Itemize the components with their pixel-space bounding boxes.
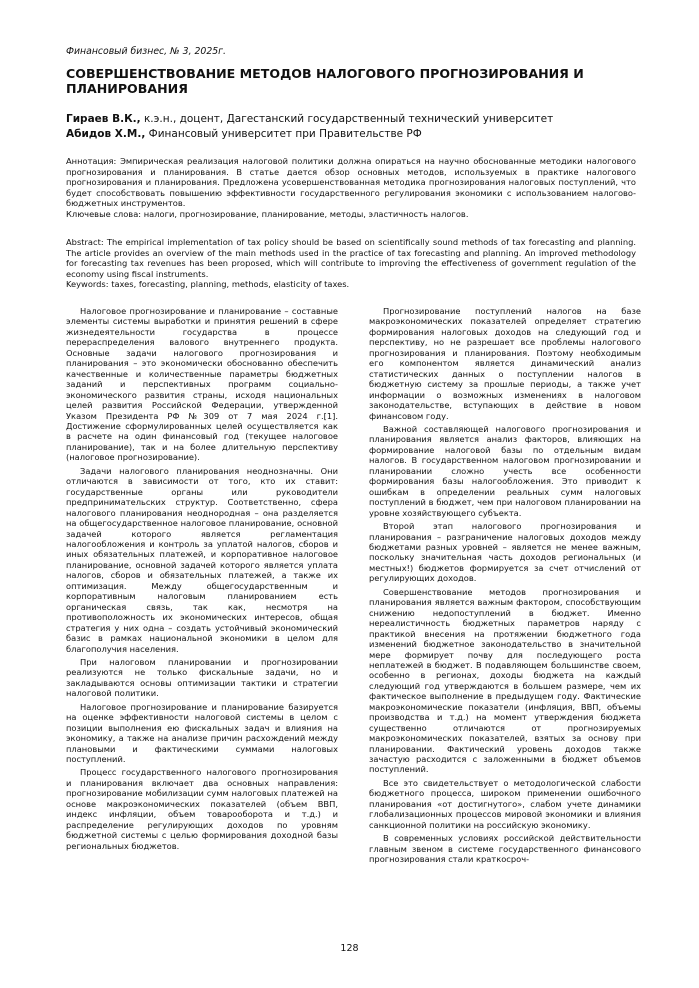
- author-name: Гираев В.К.,: [66, 113, 141, 125]
- paragraph: Налоговое прогнозирование и планирование базируется на оценке эффективности налоговой системы в целом с позиции выполнения ею фискальных задач и влияния на экономику, а также на анализе причин расхождений между плановыми и фактическими суммами налоговых поступлений.: [66, 701, 338, 765]
- author-line: [66, 112, 636, 127]
- abstract-en: Abstract: The empirical implementation of tax policy should be based on scientifically sound methods of tax forecasting and planning. The article provides an overview of the main methods used in the practice of tax forecasting and planning. An improved methodology for forecasting tax revenues has been proposed, which will contribute to improving the effectiveness of government regulation of the economy using fiscal instruments.: [66, 237, 636, 279]
- paragraph: Второй этап налогового прогнозирования и планирования – разграничение налоговых доходов между бюджетами разных уровней – является не менее важным, поскольку значительная часть доходов региональных (и местных!) бюджетов формируется за счет отчислений от регулирующих доходов.: [369, 521, 641, 584]
- paragraph: Все это свидетельствует о методологической слабости бюджетного процесса, широком применении ошибочного планирования «от достигнутого», слабом учете динамики глобализационных процессов мировой экономики и влияния санкционной политики на российскую экономику.: [369, 777, 641, 830]
- paragraph: Важной составляющей налогового прогнозирования и планирования является анализ факторов, влияющих на формирование налоговой базы по отдельным видам налогов. В государственном налоговом прогнозировании и планировании сложно учесть все особенности формирования базы налогообложения. Это приводит к ошибкам в определении реальных сумм налоговых поступлений в бюджет, чем при налоговом планировании на уровне хозяйствующего субъекта.: [369, 423, 641, 518]
- paragraph: Прогнозирование поступлений налогов на базе макроэкономических показателей определяет стратегию формирования налоговых доходов на следующий год и перспективу, но не разрешает все проблемы налогового прогнозирования и планирования. Поэтому необходимым его компонентом является динамический анализ статистических данных о поступлении налогов в бюджетную систему за прошлые периоды, а также учет информации о возможных изменениях в налоговом законодательстве, вступающих в действие в новом финансовом году.: [369, 306, 641, 421]
- author-affiliation: к.э.н., доцент, Дагестанский государственный технический университет: [140, 113, 554, 125]
- right-column: [369, 306, 641, 868]
- journal-header: Финансовый бизнес, № 3, 2025г.: [66, 46, 227, 57]
- author-affiliation: Финансовый университет при Правительстве РФ: [145, 128, 422, 140]
- keywords-en: Keywords: taxes, forecasting, planning, methods, elasticity of taxes.: [66, 279, 350, 289]
- abstract-ru: Аннотация: Эмпирическая реализация налоговой политики должна опираться на научно обоснованные методики налогового прогнозирования и планирования. В статье дается обзор основных методов, используемых в практике налогового прогнозирования и планирования. Предложена усовершенствованная методика прогнозирования налоговых поступлений, что будет способствовать повышению эффективности государственного регулирования экономики с использованием налогово-бюджетных инструментов.: [66, 156, 636, 208]
- paragraph: Налоговое прогнозирование и планирование – составные элементы системы выработки и принятия решений в сфере жизнедеятельности государства в процессе перераспределения валового внутреннего продукта. Основные задачи налогового прогнозирования и планирования – это экономически обоснованно обеспечить качественные и количественные параметры бюджетных заданий и перспективных программ социально-экономического развития страны, исходя национальных целей развития Российской Федерации, утвержденной Указом Президента РФ №309 от 7 мая 2024 г.[1]. Достижение сформулированных целей осуществляется как в расчете на один финансовый год (текущее налоговое планирование), так и на более длительную перспективу (налоговое прогнозирование).: [66, 306, 338, 463]
- page-number: 128: [340, 943, 359, 954]
- left-column: [66, 306, 338, 854]
- abstract-en-block: [66, 237, 636, 290]
- authors-block: [66, 112, 636, 142]
- paragraph: Процесс государственного налогового прогнозирования и планирования включает два основных направления: прогнозирование мобилизации сумм налоговых платежей на основе макроэкономических показателей (объем ВВП, индекс инфляции, объем товарооборота и т.д.) и распределение регулирующих доходов по уровням бюджетной системы с целью формирования доходной базы региональных бюджетов.: [66, 767, 338, 851]
- paragraph: В современных условиях российской действительности главным звеном в системе государственного финансового прогнозирования стали краткосроч-: [369, 833, 641, 865]
- abstract-ru-block: [66, 156, 636, 219]
- author-line: [66, 127, 636, 142]
- article-title: СОВЕРШЕНСТВОВАНИЕ МЕТОДОВ НАЛОГОВОГО ПРОГНОЗИРОВАНИЯ И ПЛАНИРОВАНИЯ: [66, 66, 584, 96]
- paragraph: Совершенствование методов прогнозирования и планирования является важным фактором, способствующим снижению недопоступлений в бюджет. Именно нереалистичность бюджетных параметров наряду с практикой внесения на протяжении бюджетного года изменений бюджетное законодательство в значительной мере формирует почву для последующего роста неплатежей в бюджет. В подавляющем большинстве своем, особенно в регионах, доходы бюджета на каждый следующий год утверждаются в большем размере, чем их фактическое выполнение в предыдущем году. Фактические макроэкономические показатели (инфляция, ВВП, объемы производства и т.д.) на момент утверждения бюджета существенно отличаются от прогнозируемых макроэкономических показателей, взятых за основу при планировании. Фактический уровень доходов также зачастую расходится с заложенными в бюджет объемов поступлений.: [369, 586, 641, 775]
- keywords-ru: Ключевые слова: налоги, прогнозирование, планирование, методы, эластичность налогов.: [66, 208, 469, 219]
- paragraph: Задачи налогового планирования неоднозначны. Они отличаются в зависимости от того, кто их ставит: государственные органы или руководители предпринимательских структур. Соответственно, сфера налогового планирования неоднородная – она разделяется на общегосударственное налоговое планирование, основной задачей которого является регламентация налогообложения и контроль за уплатой налогов, сборов и иных обязательных платежей, и корпоративное налоговое планирование, основной задачей которого является уплата налогов, сборов и обязательных платежей, а также их оптимизация. Между общегосударственным и корпоративным налоговым планированием есть органическая связь, так как, несмотря на противоположность их экономических интересов, общая стратегия у них одна – создать устойчивый экономический базис в рамках национальной экономики в целом для благополучия населения.: [66, 465, 338, 654]
- author-name: Абидов Х.М.,: [66, 128, 146, 140]
- paragraph: При налоговом планировании и прогнозировании реализуются не только фискальные задачи, но и закладываются основы оптимизации тактики и стратегии налоговой политики.: [66, 656, 338, 699]
